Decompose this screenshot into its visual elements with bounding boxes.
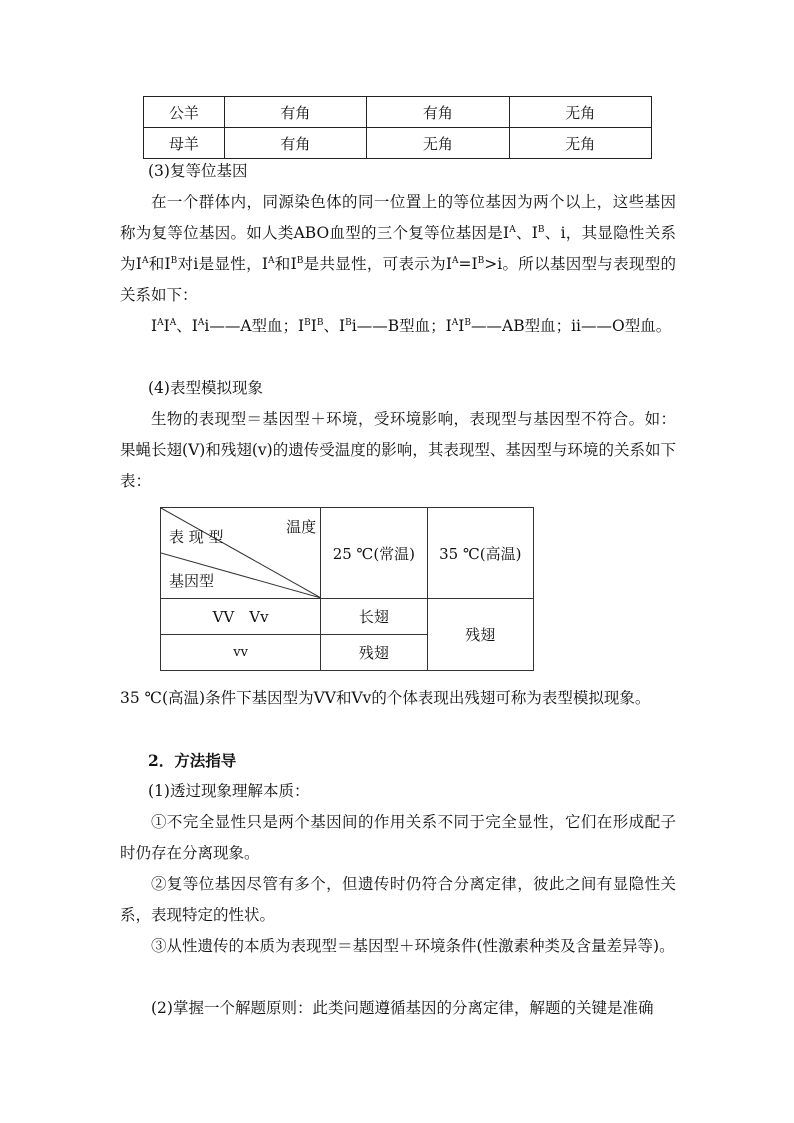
corner-label-genotype: 基因型 — [169, 572, 215, 590]
table-cell: 残翅 — [427, 599, 533, 671]
corner-label-phenotype: 表 现 型 — [169, 528, 224, 546]
table-cell: 无角 — [367, 128, 509, 159]
paragraph: ③从性遗传的本质为表现型＝基因型＋环境条件(性激素种类及含量差异等)。 — [151, 937, 675, 955]
wing-table — [160, 507, 534, 671]
column-header: 35 ℃(高温) — [427, 508, 533, 599]
paragraph: (2)掌握一个解题原则：此类问题遵循基因的分离定律，解题的关键是准确 — [151, 999, 654, 1017]
table-cell: 残翅 — [321, 635, 427, 671]
paragraph: 生物的表现型＝基因型＋环境，受环境影响，表现型与基因型不符合。如：果蝇长翅(V)和残翅(v)的遗传受温度的影响，其表现型、基因型与环境的关系如下表： — [120, 410, 676, 490]
table-row — [144, 128, 652, 159]
horn-table — [143, 96, 652, 159]
table-row — [161, 508, 534, 599]
section-heading: (3)复等位基因 — [148, 162, 248, 180]
row-label: vv — [161, 635, 321, 671]
paragraph: $I^AI^A$、$I^Ai——A$型血；$I^BI^B$、$I^Bi——B$型血；$I^AI^B——AB$型血；ii——O型血。 — [151, 317, 672, 335]
table-cell: 无角 — [509, 97, 651, 128]
table-cell: 母羊 — [144, 128, 225, 159]
table-row — [144, 97, 652, 128]
table-cell: 有角 — [367, 97, 509, 128]
table-cell: 无角 — [509, 128, 651, 159]
table-row — [161, 599, 534, 635]
table-cell: 有角 — [224, 97, 366, 128]
row-label: VV Vv — [161, 599, 321, 635]
paragraph: ②复等位基因尽管有多个，但遗传时仍符合分离定律，彼此之间有显隐性关系，表现特定的性状。 — [120, 875, 676, 924]
paragraph: 在一个群体内，同源染色体的同一位置上的等位基因为两个以上，这些基因称为复等位基因。如人类ABO血型的三个复等位基因是$I^A$、$I^B$、i，其显隐性关系为$I^A$和$I^B$对i是显性，$I^A$和$I^B$是共显性，可表示为$I^A=I^B>i$。所以基因型与表现型的关系如下： — [120, 193, 677, 304]
corner-label-temperature: 温度 — [286, 518, 317, 536]
section-heading: 2．方法指导 — [148, 751, 237, 770]
diagonal-header-cell — [161, 508, 321, 599]
paragraph: ①不完全显性只是两个基因间的作用关系不同于完全显性，它们在形成配子时仍存在分离现象。 — [120, 813, 676, 862]
section-heading: (4)表型模拟现象 — [148, 379, 263, 397]
sub-heading: (1)透过现象理解本质： — [148, 782, 310, 800]
column-header: 25 ℃(常温) — [321, 508, 427, 599]
table-cell: 有角 — [224, 128, 366, 159]
table-cell: 长翅 — [321, 599, 427, 635]
paragraph: 35 ℃(高温)条件下基因型为VV和Vv的个体表现出残翅可称为表型模拟现象。 — [120, 689, 651, 707]
table-cell: 公羊 — [144, 97, 225, 128]
